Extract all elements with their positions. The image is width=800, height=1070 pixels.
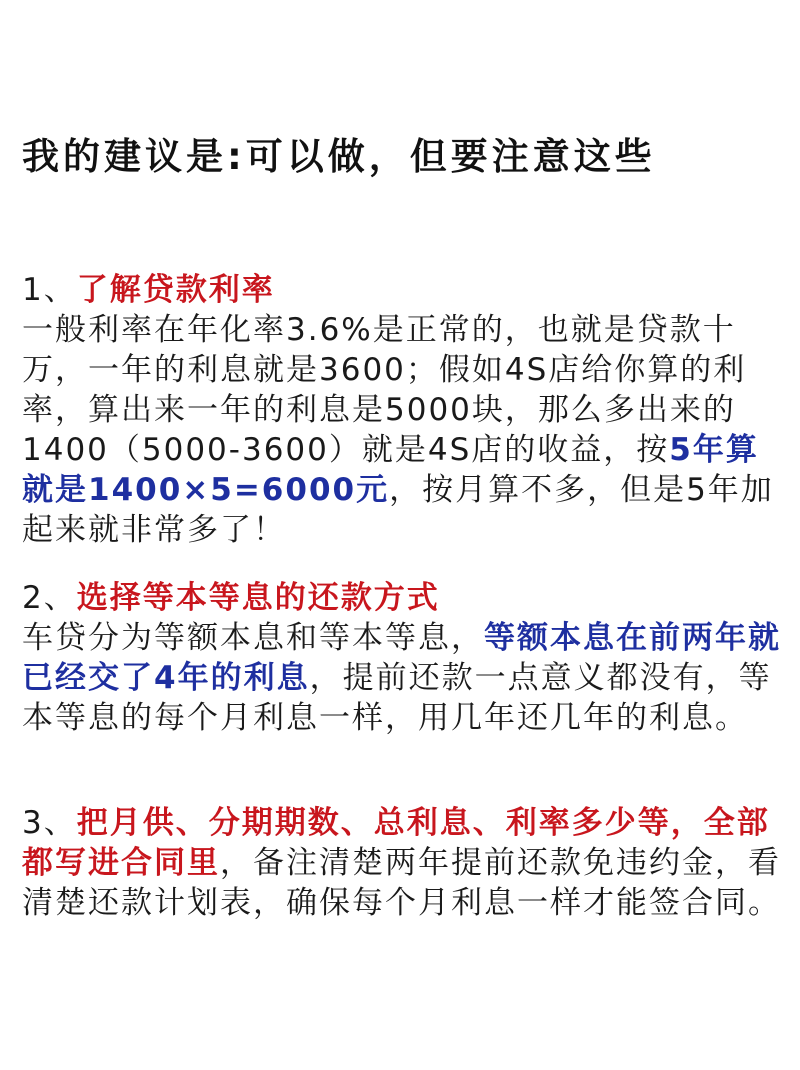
tip-section-3	[22, 803, 782, 923]
tip-1-highlight: 5年算就是1400×5=6000元	[22, 432, 759, 508]
tip-1-number: 1、	[22, 272, 77, 308]
tip-section-2	[22, 578, 782, 738]
tip-3-text-a: ，备注清楚两年提前还款免违约金，看清楚还款计划表，确保每个月利息一样才能签合同。	[22, 845, 781, 921]
tip-3-body	[22, 803, 782, 923]
tip-2-text-b: ，提前还款一点意义都没有，等本等息的每个月利息一样，用几年还几年的利息。	[22, 660, 772, 736]
page-title: 我的建议是:可以做，但要注意这些	[22, 135, 656, 178]
tip-2-number: 2、	[22, 580, 77, 616]
tip-1-heading: 了解贷款利率	[76, 272, 275, 308]
tip-2-heading: 选择等本等息的还款方式	[76, 580, 440, 616]
tip-1-heading-line	[22, 270, 782, 310]
tip-1-text-a: 一般利率在年化率3.6%是正常的，也就是贷款十万，一年的利息就是3600；假如4S店给你算的利率，算出来一年的利息是5000块，那么多出来的1400（5000-3600）就是4S店的收益，按	[22, 312, 747, 468]
tip-2-highlight: 等额本息在前两年就已经交了4年的利息	[22, 620, 781, 696]
tip-3-number: 3、	[22, 805, 77, 841]
tip-2-heading-line	[22, 578, 782, 618]
tip-1-body	[22, 310, 782, 550]
tip-1-text-b: ，按月算不多，但是5年加起来就非常多了！	[22, 472, 774, 548]
tip-2-body	[22, 618, 782, 738]
tip-section-1	[22, 270, 782, 550]
tip-2-text-a: 车贷分为等额本息和等本等息，	[22, 620, 484, 656]
tip-3-heading: 把月供、分期期数、总利息、利率多少等，全部都写进合同里	[22, 805, 770, 881]
